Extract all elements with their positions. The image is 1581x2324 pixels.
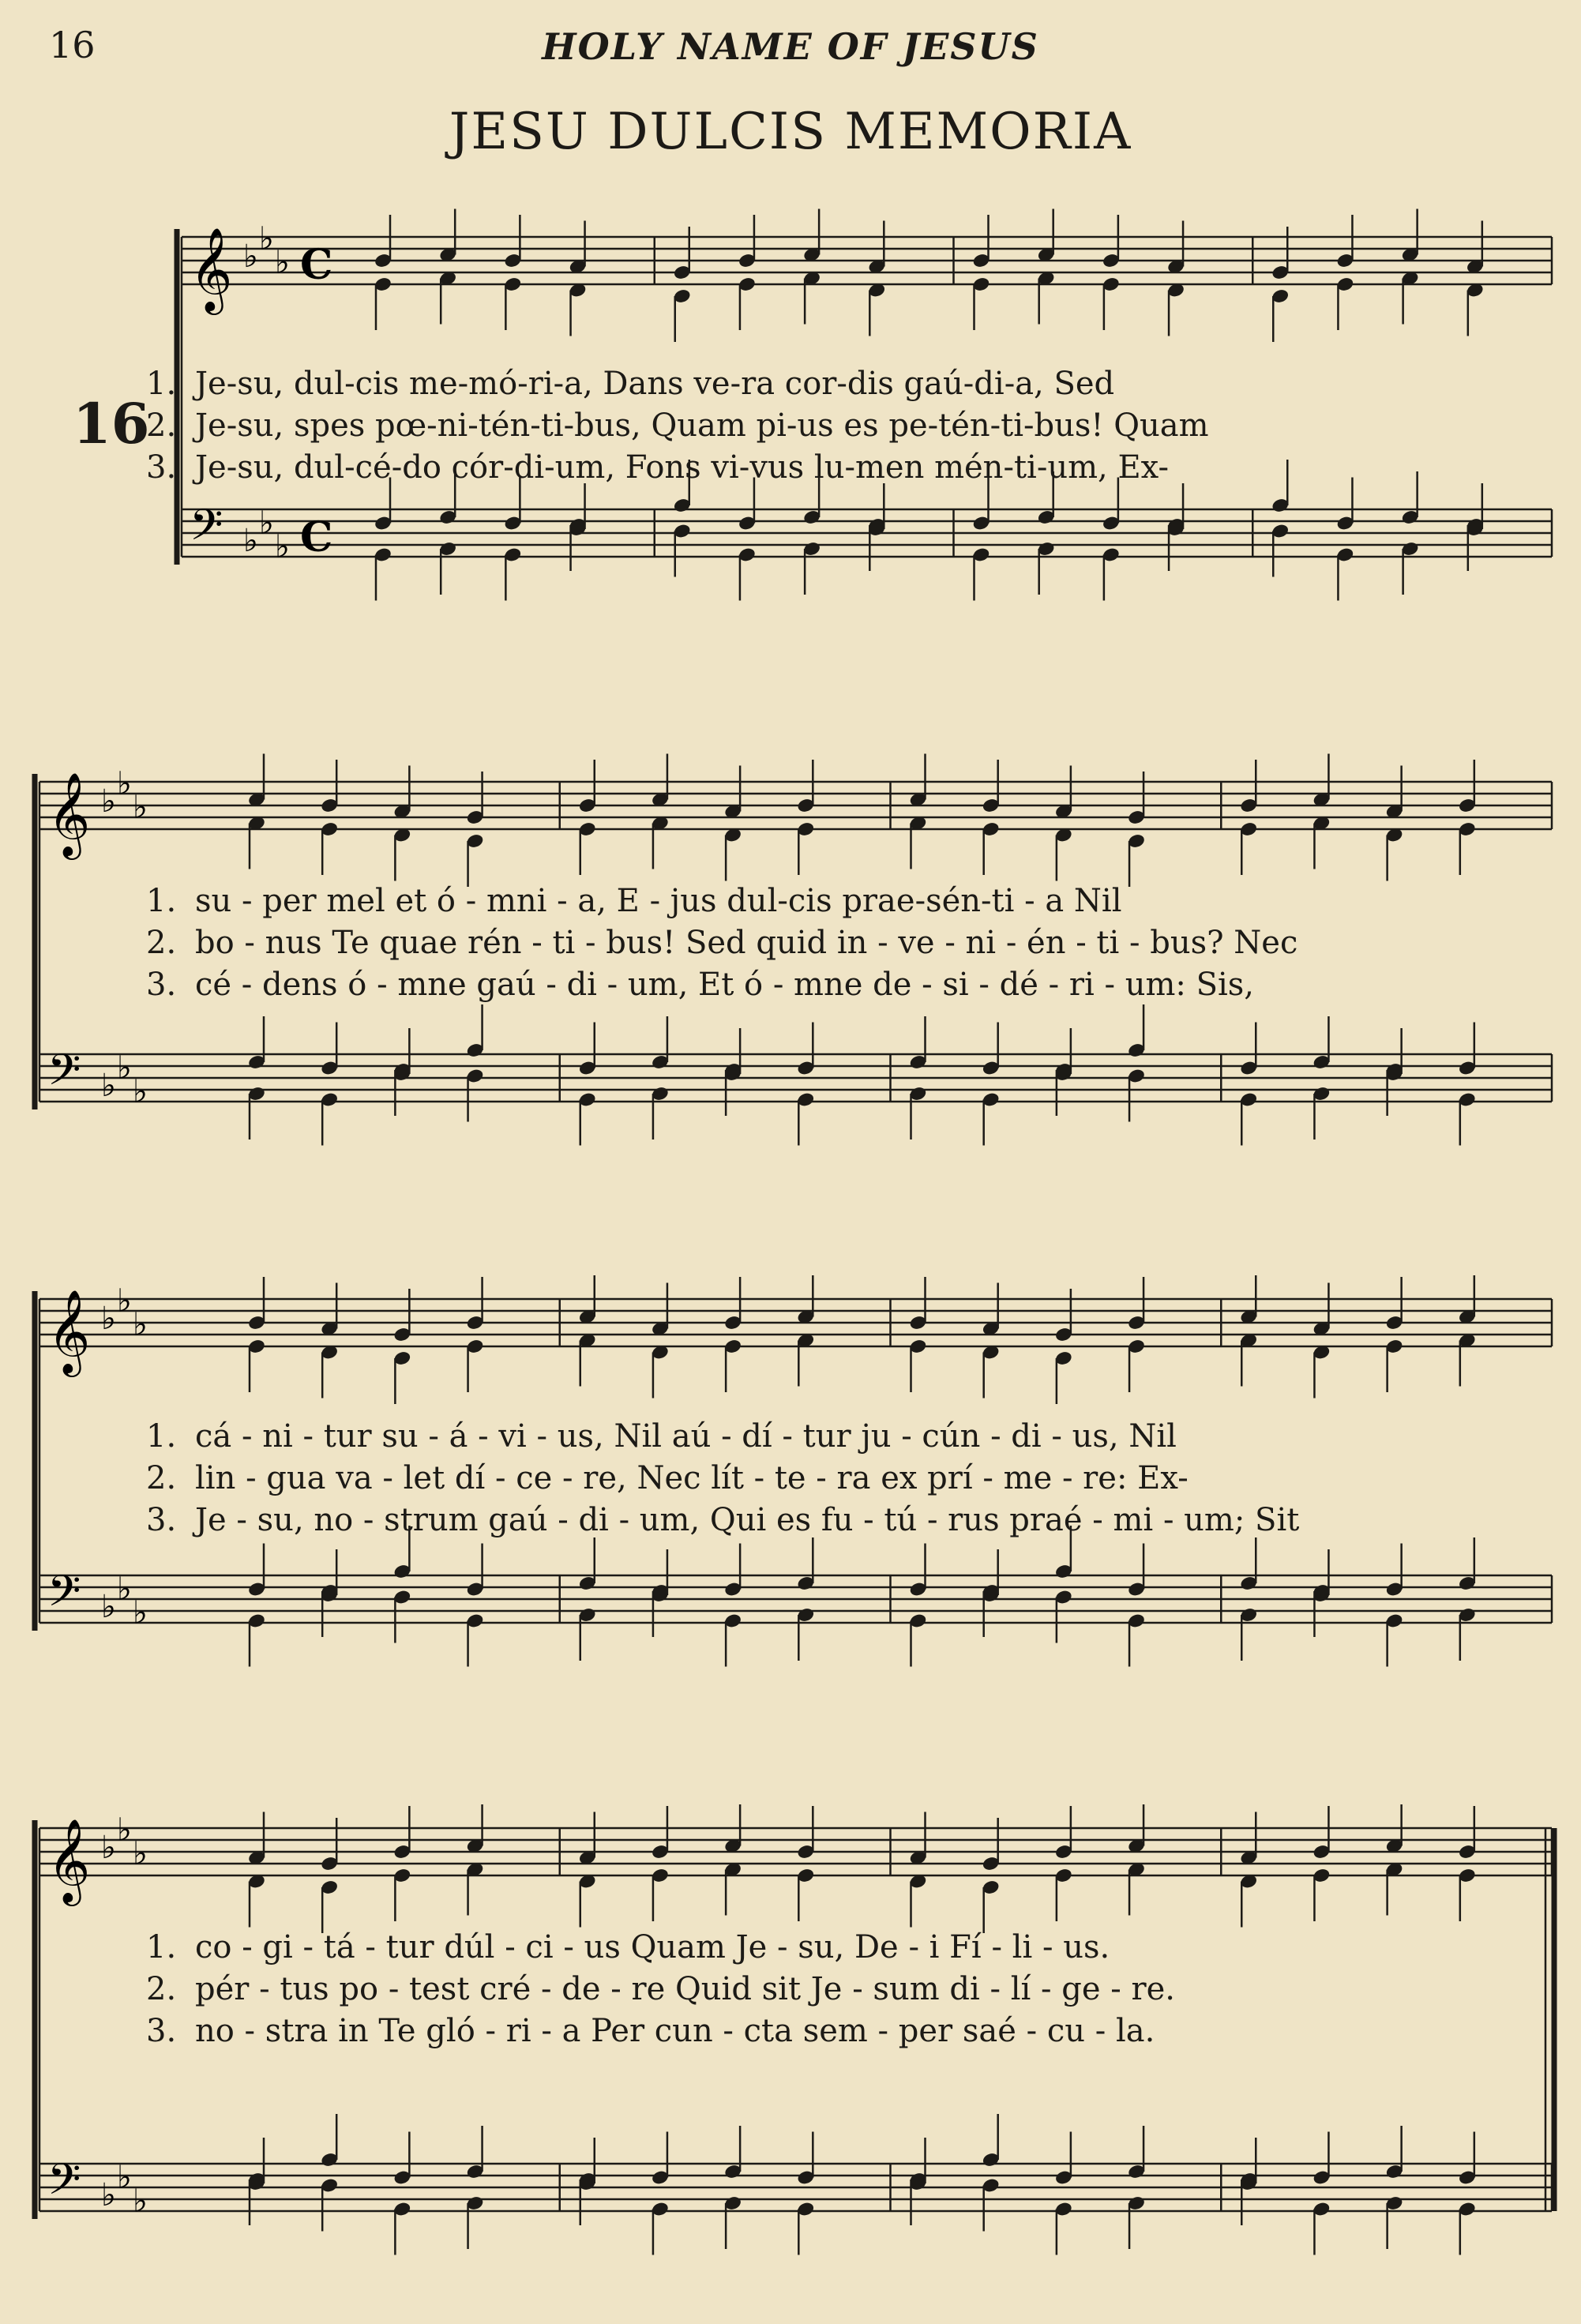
bass-clef: 𝄢	[47, 1045, 81, 1106]
treble-clef: 𝄞	[47, 1818, 91, 1902]
verse-number: 2.	[146, 925, 177, 961]
flat-sign: ♭	[243, 523, 258, 559]
flat-sign: ♭	[117, 1571, 132, 1608]
lyric-text: Je-su, dul-cis me-mó-ri-a, Dans ve-ra cor-dis gaú-di-a, Sed	[195, 366, 1115, 402]
verse-number: 2.	[146, 407, 177, 444]
music-system-1	[24, 205, 1572, 648]
flat-sign: ♭	[275, 244, 290, 281]
flat-sign: ♭	[133, 1306, 148, 1343]
music-system-3	[24, 1275, 1572, 1718]
flat-sign: ♭	[101, 783, 116, 820]
lyric-line	[146, 2011, 1568, 2052]
flat-sign: ♭	[101, 1589, 116, 1625]
time-signature: C	[300, 513, 333, 561]
flat-sign: ♭	[117, 2159, 132, 2196]
lyric-text: cé - dens ó - mne gaú - di - um, Et ó - mne de - si - dé - ri - um: Sis,	[195, 967, 1255, 1003]
running-title: HOLY NAME OF JESUS	[542, 25, 1039, 68]
lyric-text: Je-su, spes pœ-ni-tén-ti-bus, Quam pi-us es pe-tén-ti-bus! Quam	[195, 407, 1209, 444]
flat-sign: ♭	[259, 505, 274, 542]
flat-sign: ♭	[101, 1301, 116, 1337]
lyric-text: Je - su, no - strum gaú - di - um, Qui es fu - tú - rus praé - mi - um; Sit	[195, 1502, 1300, 1538]
music-system-4	[24, 1804, 1572, 2278]
verse-number: 1.	[146, 366, 177, 402]
lyric-line	[146, 1416, 1568, 1458]
time-signature: C	[300, 241, 333, 289]
lyric-line	[146, 363, 1568, 405]
flat-sign: ♭	[101, 1830, 116, 1866]
lyric-text: lin - gua va - let dí - ce - re, Nec lít - te - ra ex prí - me - re: Ex-	[195, 1460, 1189, 1496]
verse-number: 2.	[146, 1971, 177, 2007]
hymn-title: JESU DULCIS MEMORIA	[449, 103, 1132, 161]
verse-number: 3.	[146, 449, 177, 486]
bass-clef: 𝄢	[47, 1566, 81, 1627]
page-number: 16	[49, 24, 96, 66]
lyric-line	[146, 1927, 1568, 1969]
lyrics-block-1	[146, 363, 1568, 489]
lyric-line	[146, 1458, 1568, 1500]
verse-number: 1.	[146, 883, 177, 919]
verse-number: 1.	[146, 1418, 177, 1455]
lyric-text: pér - tus po - test cré - de - re Quid sit Je - sum di - lí - ge - re.	[195, 1971, 1175, 2007]
lyric-text: bo - nus Te quae rén - ti - bus! Sed quid in - ve - ni - én - ti - bus? Nec	[195, 925, 1298, 961]
lyric-line	[146, 447, 1568, 489]
flat-sign: ♭	[275, 528, 290, 565]
flat-sign: ♭	[101, 1068, 116, 1104]
lyric-text: co - gi - tá - tur dúl - ci - us Quam Je - su, De - i Fí - li - us.	[195, 1929, 1110, 1965]
flat-sign: ♭	[117, 1812, 132, 1849]
flat-sign: ♭	[133, 1594, 148, 1631]
bass-clef: 𝄢	[190, 500, 223, 561]
music-system-2	[24, 738, 1572, 1181]
flat-sign: ♭	[133, 1835, 148, 1872]
lyric-text: no - stra in Te gló - ri - a Per cun - cta sem - per saé - cu - la.	[195, 2013, 1155, 2049]
lyrics-block-2	[146, 880, 1568, 1006]
flat-sign: ♭	[117, 1049, 132, 1087]
flat-sign: ♭	[117, 1282, 132, 1320]
treble-clef: 𝄞	[47, 772, 91, 856]
lyric-line	[146, 405, 1568, 447]
flat-sign: ♭	[259, 220, 274, 257]
flat-sign: ♭	[117, 765, 132, 802]
lyric-line	[146, 880, 1568, 922]
lyric-line	[146, 964, 1568, 1006]
verse-number: 3.	[146, 967, 177, 1003]
lyric-text: su - per mel et ó - mni - a, E - jus dul-cis prae-sén-ti - a Nil	[195, 883, 1122, 919]
treble-clef: 𝄞	[190, 227, 233, 311]
lyric-text: Je-su, dul-cé-do cór-di-um, Fons vi-vus lu-men mén-ti-um, Ex-	[195, 449, 1170, 486]
verse-number: 2.	[146, 1460, 177, 1496]
flat-sign: ♭	[133, 2183, 148, 2220]
verse-number: 3.	[146, 2013, 177, 2049]
treble-clef: 𝄞	[47, 1289, 91, 1373]
lyrics-block-4	[146, 1927, 1568, 2052]
flat-sign: ♭	[133, 789, 148, 826]
bass-clef: 𝄢	[47, 2154, 81, 2215]
flat-sign: ♭	[243, 238, 258, 275]
lyrics-block-3	[146, 1416, 1568, 1541]
lyric-line	[146, 922, 1568, 964]
flat-sign: ♭	[101, 2177, 116, 2213]
verse-number: 1.	[146, 1929, 177, 1965]
flat-sign: ♭	[133, 1073, 148, 1110]
lyric-line	[146, 1500, 1568, 1541]
hymn-number: 16	[73, 391, 150, 456]
verse-number: 3.	[146, 1502, 177, 1538]
lyric-line	[146, 1969, 1568, 2011]
lyric-text: cá - ni - tur su - á - vi - us, Nil aú - dí - tur ju - cún - di - us, Nil	[195, 1418, 1177, 1455]
